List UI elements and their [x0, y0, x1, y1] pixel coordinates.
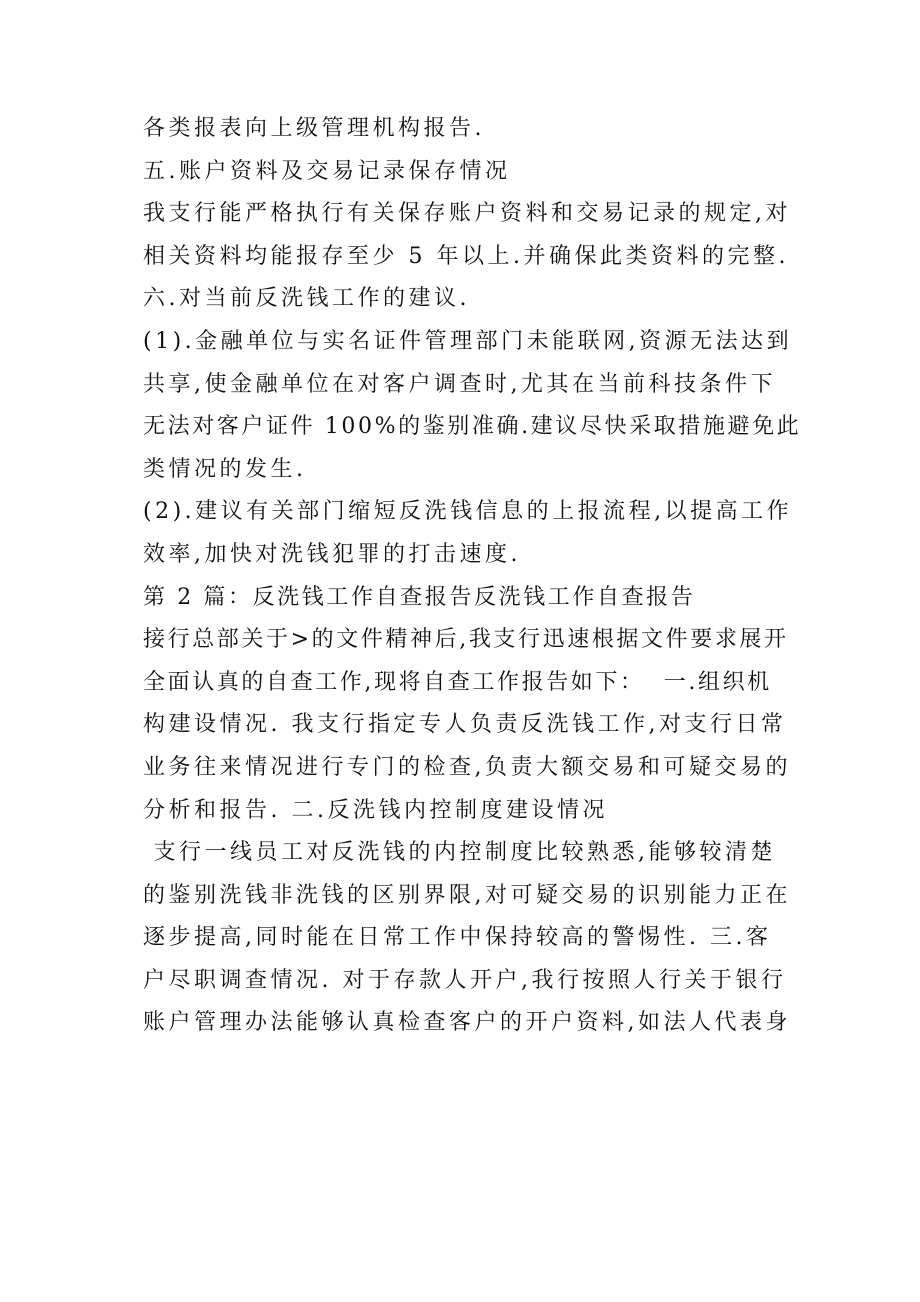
text-line: 全面认真的自查工作,现将自查工作报告如下： 一.组织机: [143, 669, 772, 695]
text-line: 分析和报告. 二.反洗钱内控制度建设情况: [143, 797, 608, 823]
document-body: [143, 108, 802, 1045]
text-line: 接行总部关于>的文件精神后,我支行迅速根据文件要求展开: [143, 627, 789, 653]
text-line: 的鉴别洗钱非洗钱的区别界限,对可疑交易的识别能力正在: [143, 882, 791, 908]
text-line: 业务往来情况进行专门的检查,负责大额交易和可疑交易的: [143, 754, 791, 780]
text-line: 相关资料均能报存至少 5 年以上.并确保此类资料的完整.: [143, 243, 789, 269]
text-line: 效率,加快对洗钱犯罪的打击速度.: [143, 541, 521, 567]
text-line: (1).金融单位与实名证件管理部门未能联网,资源无法达到: [143, 328, 793, 354]
text-line: 账户管理办法能够认真检查客户的开户资料,如法人代表身: [143, 1010, 791, 1036]
text-line: 支行一线员工对反洗钱的内控制度比较熟悉,能够较清楚: [143, 840, 776, 866]
text-line: 类情况的发生.: [143, 456, 307, 482]
text-line: (2).建议有关部门缩短反洗钱信息的上报流程,以提高工作: [143, 499, 793, 525]
chapter-heading: 第 2 篇：反洗钱工作自查报告反洗钱工作自查报告: [143, 584, 696, 610]
text-line: 我支行能严格执行有关保存账户资料和交易记录的规定,对: [143, 201, 791, 227]
text-line: 各类报表向上级管理机构报告.: [143, 116, 485, 141]
text-line: 构建设情况. 我支行指定专人负责反洗钱工作,对支行日常: [143, 712, 787, 738]
section-heading: 六.对当前反洗钱工作的建议.: [143, 286, 470, 312]
text-line: 共享,使金融单位在对客户调查时,尤其在当前科技条件下: [143, 371, 776, 397]
text-line: 无法对客户证件 100%的鉴别准确.建议尽快采取措施避免此: [143, 414, 802, 440]
section-heading: 五.账户资料及交易记录保存情况: [143, 158, 511, 184]
text-line: 户尽职调查情况. 对于存款人开户,我行按照人行关于银行: [143, 967, 787, 993]
text-line: 逐步提高,同时能在日常工作中保持较高的警惕性. 三.客: [143, 925, 772, 951]
